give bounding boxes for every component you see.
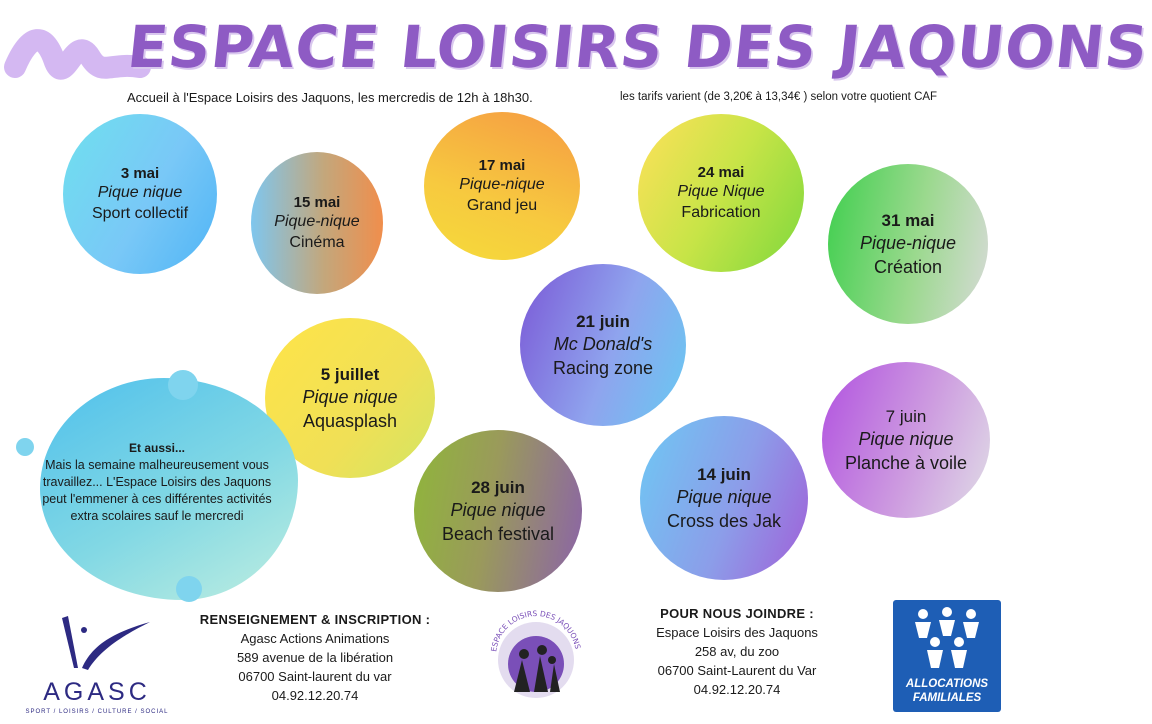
event-picnic: Pique nique <box>858 428 954 449</box>
page-title: ESPACE LOISIRS DES JAQUONS <box>124 13 1152 81</box>
event-activity: Grand jeu <box>466 197 538 214</box>
subtitle-schedule: Accueil à l'Espace Loisirs des Jaquons, les mercredis de 12h à 18h30. <box>127 90 533 105</box>
event-24-mai <box>638 114 804 272</box>
contact-heading: POUR NOUS JOINDRE : <box>660 606 814 621</box>
event-31-mai <box>828 164 988 324</box>
bubble-decoration <box>176 576 202 602</box>
espace-loisirs-logo <box>484 604 588 708</box>
event-activity: Fabrication <box>681 204 761 221</box>
event-date: 3 mai <box>120 165 160 182</box>
event-activity: Cross des Jak <box>666 510 782 531</box>
caf-logo <box>893 600 1001 712</box>
caf-line1: ALLOCATIONS <box>905 678 989 690</box>
caf-figures-icon <box>893 600 1001 676</box>
inscription-line: 04.92.12.20.74 <box>271 688 359 703</box>
event-date: 5 juillet <box>320 364 380 384</box>
agasc-logo <box>22 610 172 720</box>
event-picnic: Pique nique <box>676 486 772 507</box>
event-picnic: Pique nique <box>97 184 183 201</box>
event-date: 24 mai <box>697 164 745 181</box>
contact-line: 06700 Saint-Laurent du Var <box>657 663 817 678</box>
inscription-line: 589 avenue de la libération <box>236 650 394 665</box>
event-14-juin <box>640 416 808 580</box>
event-activity: Création <box>873 256 943 277</box>
inscription-line: 06700 Saint-laurent du var <box>238 669 392 684</box>
event-picnic: Pique Nique <box>677 183 765 200</box>
logo-arc-text: ESPACE LOISIRS DES JAQUONS <box>489 608 583 653</box>
event-date: 31 mai <box>881 210 935 230</box>
agasc-figure-icon <box>22 610 172 676</box>
swirl-decoration <box>10 22 140 92</box>
contact-line: Espace Loisirs des Jaquons <box>656 625 818 640</box>
caf-line2: FAMILIALES <box>912 692 982 704</box>
event-activity: Racing zone <box>552 357 654 378</box>
event-picnic: Pique nique <box>450 499 546 520</box>
event-picnic: Mc Donald's <box>553 333 653 354</box>
event-date: 28 juin <box>471 477 525 497</box>
inscription-line: Agasc Actions Animations <box>240 631 390 646</box>
bubble-decoration <box>168 370 198 400</box>
event-21-juin <box>520 264 686 426</box>
event-activity: Cinéma <box>289 234 345 251</box>
agasc-name: AGASC <box>43 678 151 706</box>
event-3-mai <box>63 114 217 274</box>
contact-line: 258 av, du zoo <box>694 644 780 659</box>
event-17-mai <box>424 112 580 260</box>
contact-block <box>632 604 842 699</box>
event-activity: Aquasplash <box>302 410 398 431</box>
event-activity: Beach festival <box>441 523 555 544</box>
agasc-tagline: SPORT / LOISIRS / CULTURE / SOCIAL <box>25 709 169 715</box>
event-date: 14 juin <box>697 464 751 484</box>
event-date: 17 mai <box>478 157 526 174</box>
aussi-line: Mais la semaine malheureusement vous <box>45 458 269 472</box>
event-date: 21 juin <box>576 311 630 331</box>
event-activity: Sport collectif <box>91 205 189 222</box>
inscription-block <box>190 610 440 705</box>
event-picnic: Pique-nique <box>274 213 360 230</box>
event-date: 7 juin <box>885 406 927 426</box>
aussi-line: peut l'emmener à ces différentes activités <box>42 492 272 506</box>
event-picnic: Pique nique <box>302 386 398 407</box>
aussi-heading: Et aussi... <box>128 441 186 455</box>
event-28-juin <box>414 430 582 592</box>
aussi-line: travaillez... L'Espace Loisirs des Jaquons <box>42 475 272 489</box>
inscription-heading: RENSEIGNEMENT & INSCRIPTION : <box>199 612 431 627</box>
aussi-line: extra scolaires sauf le mercredi <box>70 509 244 523</box>
event-7-juin <box>822 362 990 518</box>
event-15-mai <box>251 152 383 294</box>
event-activity: Planche à voile <box>844 452 968 473</box>
aussi-text <box>20 440 294 525</box>
event-date: 15 mai <box>293 194 341 211</box>
event-picnic: Pique-nique <box>459 176 545 193</box>
event-picnic: Pique-nique <box>859 232 957 253</box>
contact-line: 04.92.12.20.74 <box>693 682 781 697</box>
subtitle-prices: les tarifs varient (de 3,20€ à 13,34€ ) selon votre quotient CAF <box>620 91 938 103</box>
